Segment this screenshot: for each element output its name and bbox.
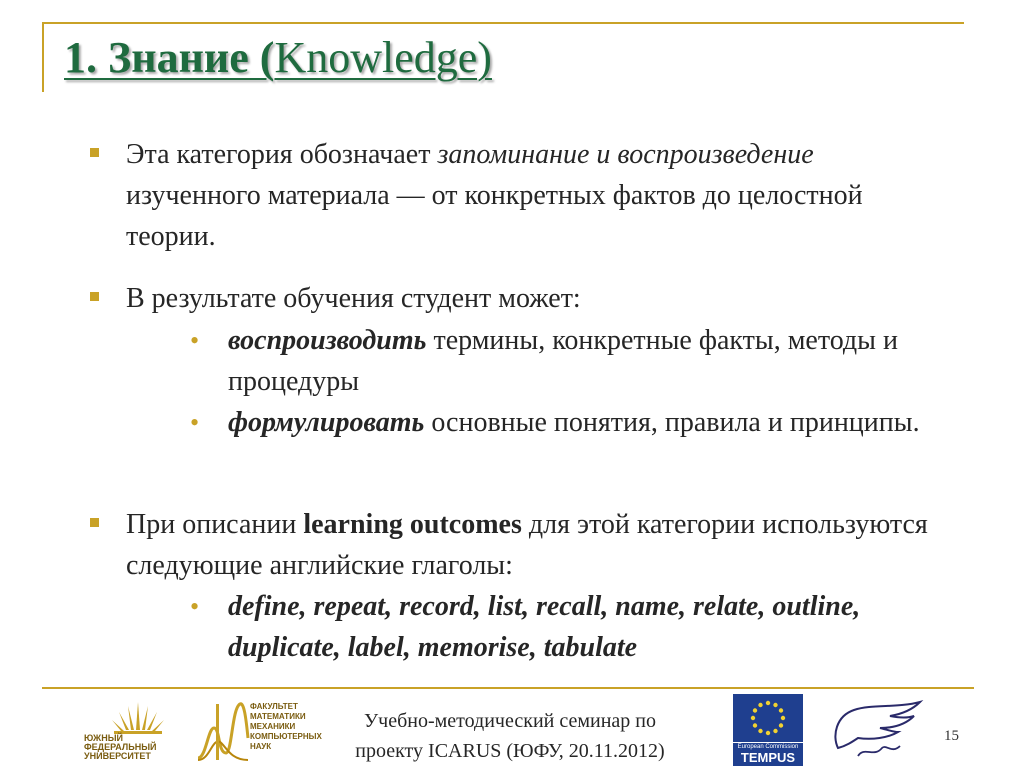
- title-part-english: Knowledge): [274, 33, 492, 82]
- footer-separator: [42, 687, 974, 689]
- bullet-1-text-pre: Эта категория обозначает: [126, 139, 438, 170]
- bullet-2-sub-2: [190, 402, 950, 443]
- verbs-list: define, repeat, record, list, recall, name, relate, outline, duplicate, label, memorise, tabulate: [228, 591, 861, 663]
- seminar-caption: [330, 706, 690, 766]
- seminar-line-1: Учебно-методический семинар по: [363, 710, 657, 732]
- sfu-logo-line-2: ФЕДЕРАЛЬНЫЙ: [84, 742, 157, 752]
- sub-1-bold: воспроизводить: [228, 325, 427, 356]
- icarus-wing-icon: [828, 696, 924, 764]
- bullet-1-text-post: изученного материала — от конкретных фактов до целостной теории.: [126, 180, 863, 252]
- dot-bullet-icon: •: [190, 592, 200, 621]
- sub-2-bold: формулировать: [228, 407, 425, 438]
- title-part-russian: 1. Знание (: [64, 33, 275, 82]
- top-frame-line: [42, 22, 964, 24]
- bullet-3-text-pre: При описании: [126, 509, 304, 540]
- sub-1-rest: термины, конкретные факты, методы и процедуры: [228, 325, 898, 397]
- bullet-3-text-post: для этой категории используются следующие английские глаголы:: [126, 509, 928, 581]
- bullet-1-italic: запоминание и воспроизведение: [437, 139, 814, 170]
- square-bullet-icon: [90, 148, 99, 157]
- dot-bullet-icon: •: [190, 326, 200, 355]
- sfu-logo-line-1: ЮЖНЫЙ: [84, 733, 123, 743]
- icarus-logo: [828, 696, 924, 764]
- tempus-name: TEMPUS: [740, 750, 796, 765]
- sfu-crown-icon: [84, 700, 192, 736]
- bullet-1: [90, 134, 950, 257]
- faculty-logo-line-2: МАТЕМАТИКИ: [250, 712, 306, 721]
- dot-bullet-icon: •: [190, 408, 200, 437]
- eu-flag-icon: [733, 694, 803, 742]
- page-number: 15: [944, 728, 959, 744]
- bullet-2-text: В результате обучения студент может:: [126, 283, 581, 314]
- faculty-logo-line-1: ФАКУЛЬТЕТ: [250, 702, 298, 711]
- bullet-2-sub-1: [190, 320, 950, 402]
- faculty-logo: [196, 698, 326, 764]
- bullet-3-bold: learning outcomes: [303, 509, 522, 540]
- sfu-logo-line-3: УНИВЕРСИТЕТ: [84, 751, 151, 761]
- faculty-graph-icon: [196, 698, 250, 764]
- bullet-3-sub-1: [190, 586, 950, 668]
- slide-title: [64, 32, 492, 83]
- bullet-2: [90, 278, 950, 319]
- tempus-logo: [733, 694, 803, 766]
- square-bullet-icon: [90, 518, 99, 527]
- bullet-3: [90, 504, 950, 586]
- tempus-caption: European Commission: [737, 744, 799, 750]
- sub-2-rest: основные понятия, правила и принципы.: [424, 407, 920, 438]
- left-frame-line: [42, 22, 44, 92]
- faculty-logo-line-5: НАУК: [250, 742, 272, 751]
- faculty-logo-line-4: КОМПЬЮТЕРНЫХ: [250, 732, 322, 741]
- seminar-line-2: проекту ICARUS (ЮФУ, 20.11.2012): [355, 740, 665, 762]
- sfu-logo: [84, 700, 192, 762]
- faculty-logo-line-3: МЕХАНИКИ: [250, 722, 296, 731]
- square-bullet-icon: [90, 292, 99, 301]
